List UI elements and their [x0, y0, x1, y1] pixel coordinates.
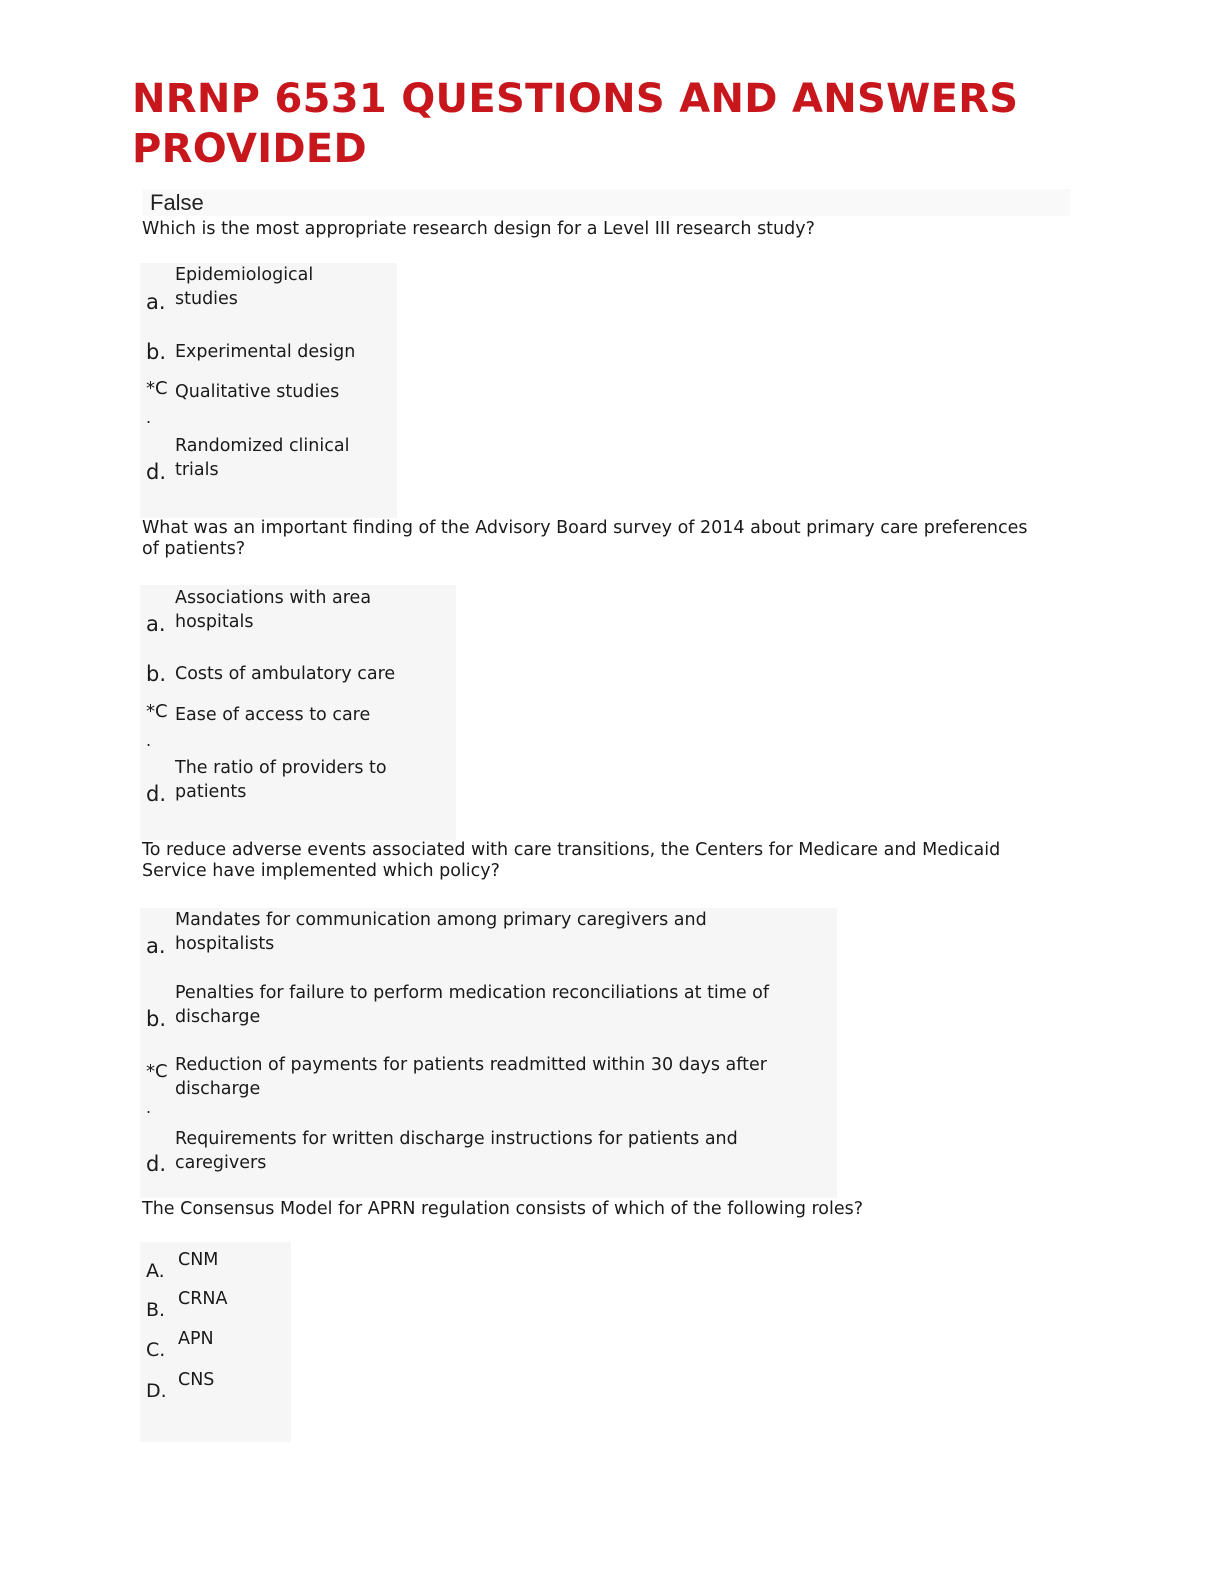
q2-option-d-letter: d. — [146, 782, 167, 806]
q3-option-a-letter: a. — [146, 934, 166, 958]
q1-option-d-letter: d. — [146, 460, 167, 484]
previous-answer-bar — [142, 189, 1070, 216]
q1-option-b-text: Experimental design — [175, 342, 356, 362]
q4-option-a-text: CNM — [178, 1250, 219, 1270]
q1-correct-marker-dot: . — [146, 408, 152, 427]
q4-option-d-letter: D. — [146, 1380, 167, 1402]
q1-option-c-text: Qualitative studies — [175, 382, 340, 402]
q1-option-a-letter: a. — [146, 290, 166, 314]
q2-option-b-letter: b. — [146, 662, 167, 686]
q4-option-c-text: APN — [178, 1329, 214, 1349]
q1-option-a-text: Epidemiological studies — [175, 265, 314, 309]
previous-answer-text: False — [150, 190, 204, 215]
q3-option-c-text: Reduction of payments for patients readmitted within 30 days after discharge — [175, 1055, 767, 1099]
question-2-text: What was an important finding of the Advisory Board survey of 2014 about primary care preferences of patients? — [142, 518, 1028, 559]
q4-option-a-letter: A. — [146, 1260, 165, 1282]
q4-option-c-letter: C. — [146, 1339, 166, 1361]
question-4-text: The Consensus Model for APRN regulation consists of which of the following roles? — [142, 1199, 864, 1219]
q1-option-d-text: Randomized clinical trials — [175, 436, 350, 480]
question-1-text: Which is the most appropriate research design for a Level III research study? — [142, 219, 815, 239]
q3-option-b-text: Penalties for failure to perform medication reconciliations at time of discharge — [175, 983, 770, 1027]
document-title: NRNP 6531 QUESTIONS AND ANSWERS PROVIDED — [132, 76, 1019, 172]
q4-option-b-letter: B. — [146, 1299, 166, 1321]
q3-correct-marker-dot: . — [146, 1098, 152, 1117]
q3-option-d-letter: d. — [146, 1152, 167, 1176]
q3-option-b-letter: b. — [146, 1007, 167, 1031]
q2-correct-marker: *C — [146, 701, 168, 722]
q2-option-d-text: The ratio of providers to patients — [175, 758, 387, 802]
q4-option-d-text: CNS — [178, 1370, 215, 1390]
q3-option-a-text: Mandates for communication among primary caregivers and hospitalists — [175, 910, 707, 954]
q2-option-a-letter: a. — [146, 612, 166, 636]
q1-option-b-letter: b. — [146, 340, 167, 364]
q2-option-b-text: Costs of ambulatory care — [175, 664, 396, 684]
q3-option-d-text: Requirements for written discharge instructions for patients and caregivers — [175, 1129, 738, 1173]
q2-correct-marker-dot: . — [146, 731, 152, 750]
question-3-text: To reduce adverse events associated with care transitions, the Centers for Medicare and Medicaid Service have implemented which policy? — [142, 840, 1001, 881]
q2-option-c-text: Ease of access to care — [175, 705, 371, 725]
q4-option-b-text: CRNA — [178, 1289, 228, 1309]
q2-option-a-text: Associations with area hospitals — [175, 588, 372, 632]
q1-correct-marker: *C — [146, 378, 168, 399]
q3-correct-marker: *C — [146, 1061, 168, 1082]
